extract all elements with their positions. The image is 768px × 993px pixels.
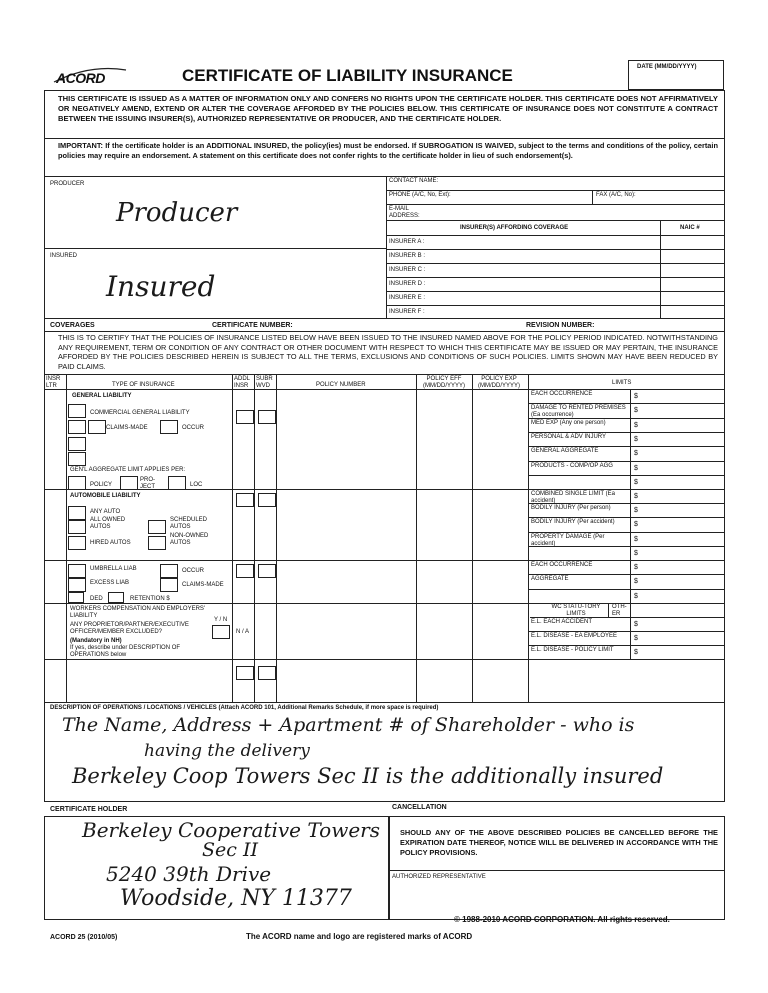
umbrella-occur-label: OCCUR [182,568,204,574]
umbrella-subr-box[interactable] [258,564,276,578]
insurer-row-label: INSURER F : [389,309,425,315]
date-label: DATE (MM/DD/YYYY) [637,64,697,70]
limit-label: PRODUCTS - COMP/OP AGG [531,462,613,469]
limit-value[interactable]: $ [634,578,638,586]
limit-label: MED EXP (Any one person) [531,419,606,426]
th-exp: POLICY EXP (MM/DD/YYYY) [478,376,520,389]
limit-label: PERSONAL & ADV INJURY [531,433,607,440]
wc-mandatory: (Mandatory in NH) [70,638,122,644]
cancellation-label: CANCELLATION [392,804,447,811]
limit-value[interactable]: $ [634,507,638,515]
important-text: IMPORTANT: If the certificate holder is an ADDITIONAL INSURED, the policy(ies) must be endorsed. If SUBROGATION IS WAIVED, subject to the terms and conditions of the policy, certain policies may require an endorsement. A statement on this certificate does not confer rights to the certificate holder in lieu of such endorsement(s). [58,141,718,160]
page-title: CERTIFICATE OF LIABILITY INSURANCE [182,66,513,85]
occur-checkbox[interactable] [160,420,178,434]
naic-header: NAIC # [680,225,700,231]
auto-title: AUTOMOBILE LIABILITY [70,493,141,499]
limit-value[interactable]: $ [634,478,638,486]
limit-label: DAMAGE TO RENTED PREMISES (Ea occurrence) [531,405,626,419]
wc-title: WORKERS COMPENSATION AND EMPLOYERS' LIABILITY [70,606,206,619]
gen-agg-label: GEN'L AGGREGATE LIMIT APPLIES PER: [70,467,186,473]
limit-value[interactable]: $ [634,493,638,500]
coverages-text: THIS IS TO CERTIFY THAT THE POLICIES OF INSURANCE LISTED BELOW HAVE BEEN ISSUED TO THE INSURED NAMED ABOVE FOR THE POLICY PERIOD INDICATED. NOTWITHSTANDING ANY REQUIREMENT, TERM OR CONDITION OF ANY CONTRACT OR OTHER DOCUMENT WITH RESPECT TO WHICH THIS CERTIFICATE MAY BE ISSUED OR MAY PERTAIN, THE INSURANCE AFFORDED BY THE POLICIES DESCRIBED HEREIN IS SUBJECT TO ALL THE TERMS, EXCLUSIONS AND CONDITIONS OF SUCH POLICIES. LIMITS SHOWN MAY HAVE BEEN REDUCED BY PAID CLAIMS. [58,333,718,371]
th-subr: SUBR WVD [256,376,273,389]
insured-label: INSURED [50,253,78,259]
th-type: TYPE OF INSURANCE [112,382,175,388]
gl-addl-box[interactable] [236,410,254,424]
extra-subr-box[interactable] [258,666,276,680]
phone-label: PHONE (A/C, No, Ext): [389,192,451,198]
fax-label: FAX (A/C, No): [596,192,636,198]
limit-label: COMBINED SINGLE LIMIT (Ea accident) [531,491,615,504]
insurer-row-label: INSURER E : [389,295,426,301]
loc-label: LOC [190,482,203,488]
limit-value[interactable]: $ [634,549,638,557]
non-owned-label: NON-OWNED AUTOS [170,533,209,546]
description-line-3: Berkeley Coop Towers Sec II is the additionally insured [72,764,664,788]
th-limits: LIMITS [612,380,632,386]
holder-line-3: 5240 39th Drive [106,862,272,886]
umbrella-label: UMBRELLA LIAB [90,566,137,572]
limit-label: EACH OCCURRENCE [531,391,593,397]
gl-checkbox-3[interactable] [68,437,86,451]
contact-name-label: CONTACT NAME: [389,178,439,184]
claims-made-checkbox[interactable] [88,420,106,434]
limit-label: EACH OCCURRENCE [531,562,593,568]
acord-logo-text: ACORD [56,70,105,86]
any-auto-label: ANY AUTO [90,509,121,515]
limit-value[interactable]: $ [634,535,638,543]
excess-checkbox[interactable] [68,578,86,592]
limit-value[interactable]: $ [634,435,638,443]
claims-made-label: CLAIMS-MADE [106,425,148,431]
retention-label: RETENTION $ [130,596,170,602]
limit-label: E.L. DISEASE - POLICY LIMIT [531,647,614,653]
ded-checkbox[interactable] [68,592,84,603]
limit-value[interactable]: $ [634,521,638,529]
authorized-rep-label: AUTHORIZED REPRESENTATIVE [392,874,486,880]
th-eff: POLICY EFF (MM/DD/YYYY) [423,376,465,389]
limit-value[interactable]: $ [634,592,638,600]
limit-value[interactable]: $ [634,407,638,415]
project-checkbox[interactable] [120,476,138,490]
th-addl: ADDL INSR [234,376,250,389]
limit-value[interactable]: $ [634,464,638,472]
auto-subr-box[interactable] [258,493,276,507]
project-label: PRO-JECT [140,477,155,490]
occur-label: OCCUR [182,425,204,431]
limit-value[interactable]: $ [634,635,638,642]
copyright: © 1988-2010 ACORD CORPORATION. All rights reserved. [454,915,670,924]
cgl-label: COMMERCIAL GENERAL LIABILITY [90,410,190,416]
limit-value[interactable]: $ [634,393,638,400]
revision-number-label: REVISION NUMBER: [526,322,595,329]
limit-value[interactable]: $ [634,450,638,458]
limit-label: E.L. DISEASE - EA EMPLOYEE [531,633,618,639]
gl-checkbox-2[interactable] [68,420,86,434]
limit-label: GENERAL AGGREGATE [531,448,599,455]
wc-na: N / A [236,629,250,635]
holder-line-2: Sec II [202,839,258,861]
holder-line-4: Woodside, NY 11377 [120,886,352,911]
extra-addl-box[interactable] [236,666,254,680]
hired-label: HIRED AUTOS [90,540,131,546]
loc-checkbox[interactable] [168,476,186,490]
producer-name: Producer [116,198,238,228]
gl-subr-box[interactable] [258,410,276,424]
limit-value[interactable]: $ [634,421,638,429]
insurer-row-label: INSURER A : [389,239,425,245]
gl-checkbox-1[interactable] [68,404,86,418]
auto-addl-box[interactable] [236,493,254,507]
th-insr: INSR LTR [46,376,61,389]
gl-checkbox-4[interactable] [68,452,86,466]
wc-excluded-checkbox[interactable] [212,625,230,639]
date-box [628,60,724,90]
insurers-header: INSURER(S) AFFORDING COVERAGE [460,225,569,231]
coverages-label: COVERAGES [50,322,95,329]
umbrella-checkbox[interactable] [68,564,86,578]
umbrella-addl-box[interactable] [236,564,254,578]
scheduled-label: SCHEDULED AUTOS [170,517,208,530]
excess-label: EXCESS LIAB [90,580,130,586]
limit-value[interactable]: $ [634,649,638,656]
form-number: ACORD 25 (2010/05) [50,934,118,941]
umbrella-occur-checkbox[interactable] [160,564,178,578]
hired-checkbox[interactable] [68,536,86,550]
umbrella-claims-checkbox[interactable] [160,578,178,592]
holder-line-1: Berkeley Cooperative Towers [82,818,380,842]
all-owned-label: ALL OWNED AUTOS [90,517,126,530]
wc-ifyes: If yes, describe under DESCRIPTION OF OPERATIONS below [70,645,181,658]
gl-title: GENERAL LIABILITY [72,393,132,399]
cancellation-text: SHOULD ANY OF THE ABOVE DESCRIBED POLICIES BE CANCELLED BEFORE THE EXPIRATION DATE THEREOF, NOTICE WILL BE DELIVERED IN ACCORDANCE WITH THE POLICY PROVISIONS. [400,828,718,857]
insured-name: Insured [106,270,216,303]
limit-label: BODILY INJURY (Per accident) [531,519,615,526]
limit-label: PROPERTY DAMAGE (Per accident) [531,533,605,547]
retention-checkbox[interactable] [108,592,124,603]
wc-statutory: WC STATU-TORY LIMITS [551,604,601,617]
wc-yn: Y / N [214,617,228,623]
scheduled-checkbox[interactable] [148,520,166,534]
limit-value[interactable]: $ [634,564,638,571]
registered-marks: The ACORD name and logo are registered marks of ACORD [246,932,473,941]
limit-label: AGGREGATE [531,576,569,583]
insurer-row-label: INSURER B : [389,253,426,259]
th-policy: POLICY NUMBER [316,382,366,388]
insurer-row-label: INSURER D : [389,281,426,287]
acord-logo [50,62,130,88]
policy-checkbox[interactable] [68,476,86,490]
certificate-number-label: CERTIFICATE NUMBER: [212,322,293,329]
non-owned-checkbox[interactable] [148,536,166,550]
description-label: DESCRIPTION OF OPERATIONS / LOCATIONS / VEHICLES (Attach ACORD 101, Additional Remarks Schedule, if more space is required) [50,705,439,711]
all-owned-checkbox[interactable] [68,520,86,534]
holder-label: CERTIFICATE HOLDER [50,806,128,813]
email-label: E-MAIL ADDRESS: [389,206,420,219]
insurer-row-label: INSURER C : [389,267,426,273]
policy-label: POLICY [90,482,113,488]
wc-other: OTH-ER [612,604,627,617]
limit-value[interactable]: $ [634,621,638,628]
any-auto-checkbox[interactable] [68,506,86,520]
limit-label: E.L. EACH ACCIDENT [531,619,593,625]
description-line-1: The Name, Address + Apartment # of Shareholder - who is [62,714,635,736]
umbrella-claims-label: CLAIMS-MADE [182,582,224,588]
producer-label: PRODUCER [50,181,85,187]
wc-any-prop: ANY PROPRIETOR/PARTNER/EXECUTIVE OFFICER/MEMBER EXCLUDED? [70,622,189,635]
ded-label: DED [90,596,103,602]
notice-text: THIS CERTIFICATE IS ISSUED AS A MATTER OF INFORMATION ONLY AND CONFERS NO RIGHTS UPON THE CERTIFICATE HOLDER. THIS CERTIFICATE DOES NOT AFFIRMATIVELY OR NEGATIVELY AMEND, EXTEND OR ALTER THE COVERAGE AFFORDED BY THE POLICIES BELOW. THIS CERTIFICATE OF INSURANCE DOES NOT CONSTITUTE A CONTRACT BETWEEN THE ISSUING INSURER(S), AUTHORIZED REPRESENTATIVE OR PRODUCER, AND THE CERTIFICATE HOLDER. [58,94,718,123]
description-line-2: having the delivery [144,741,310,761]
limit-label: BODILY INJURY (Per person) [531,505,611,512]
